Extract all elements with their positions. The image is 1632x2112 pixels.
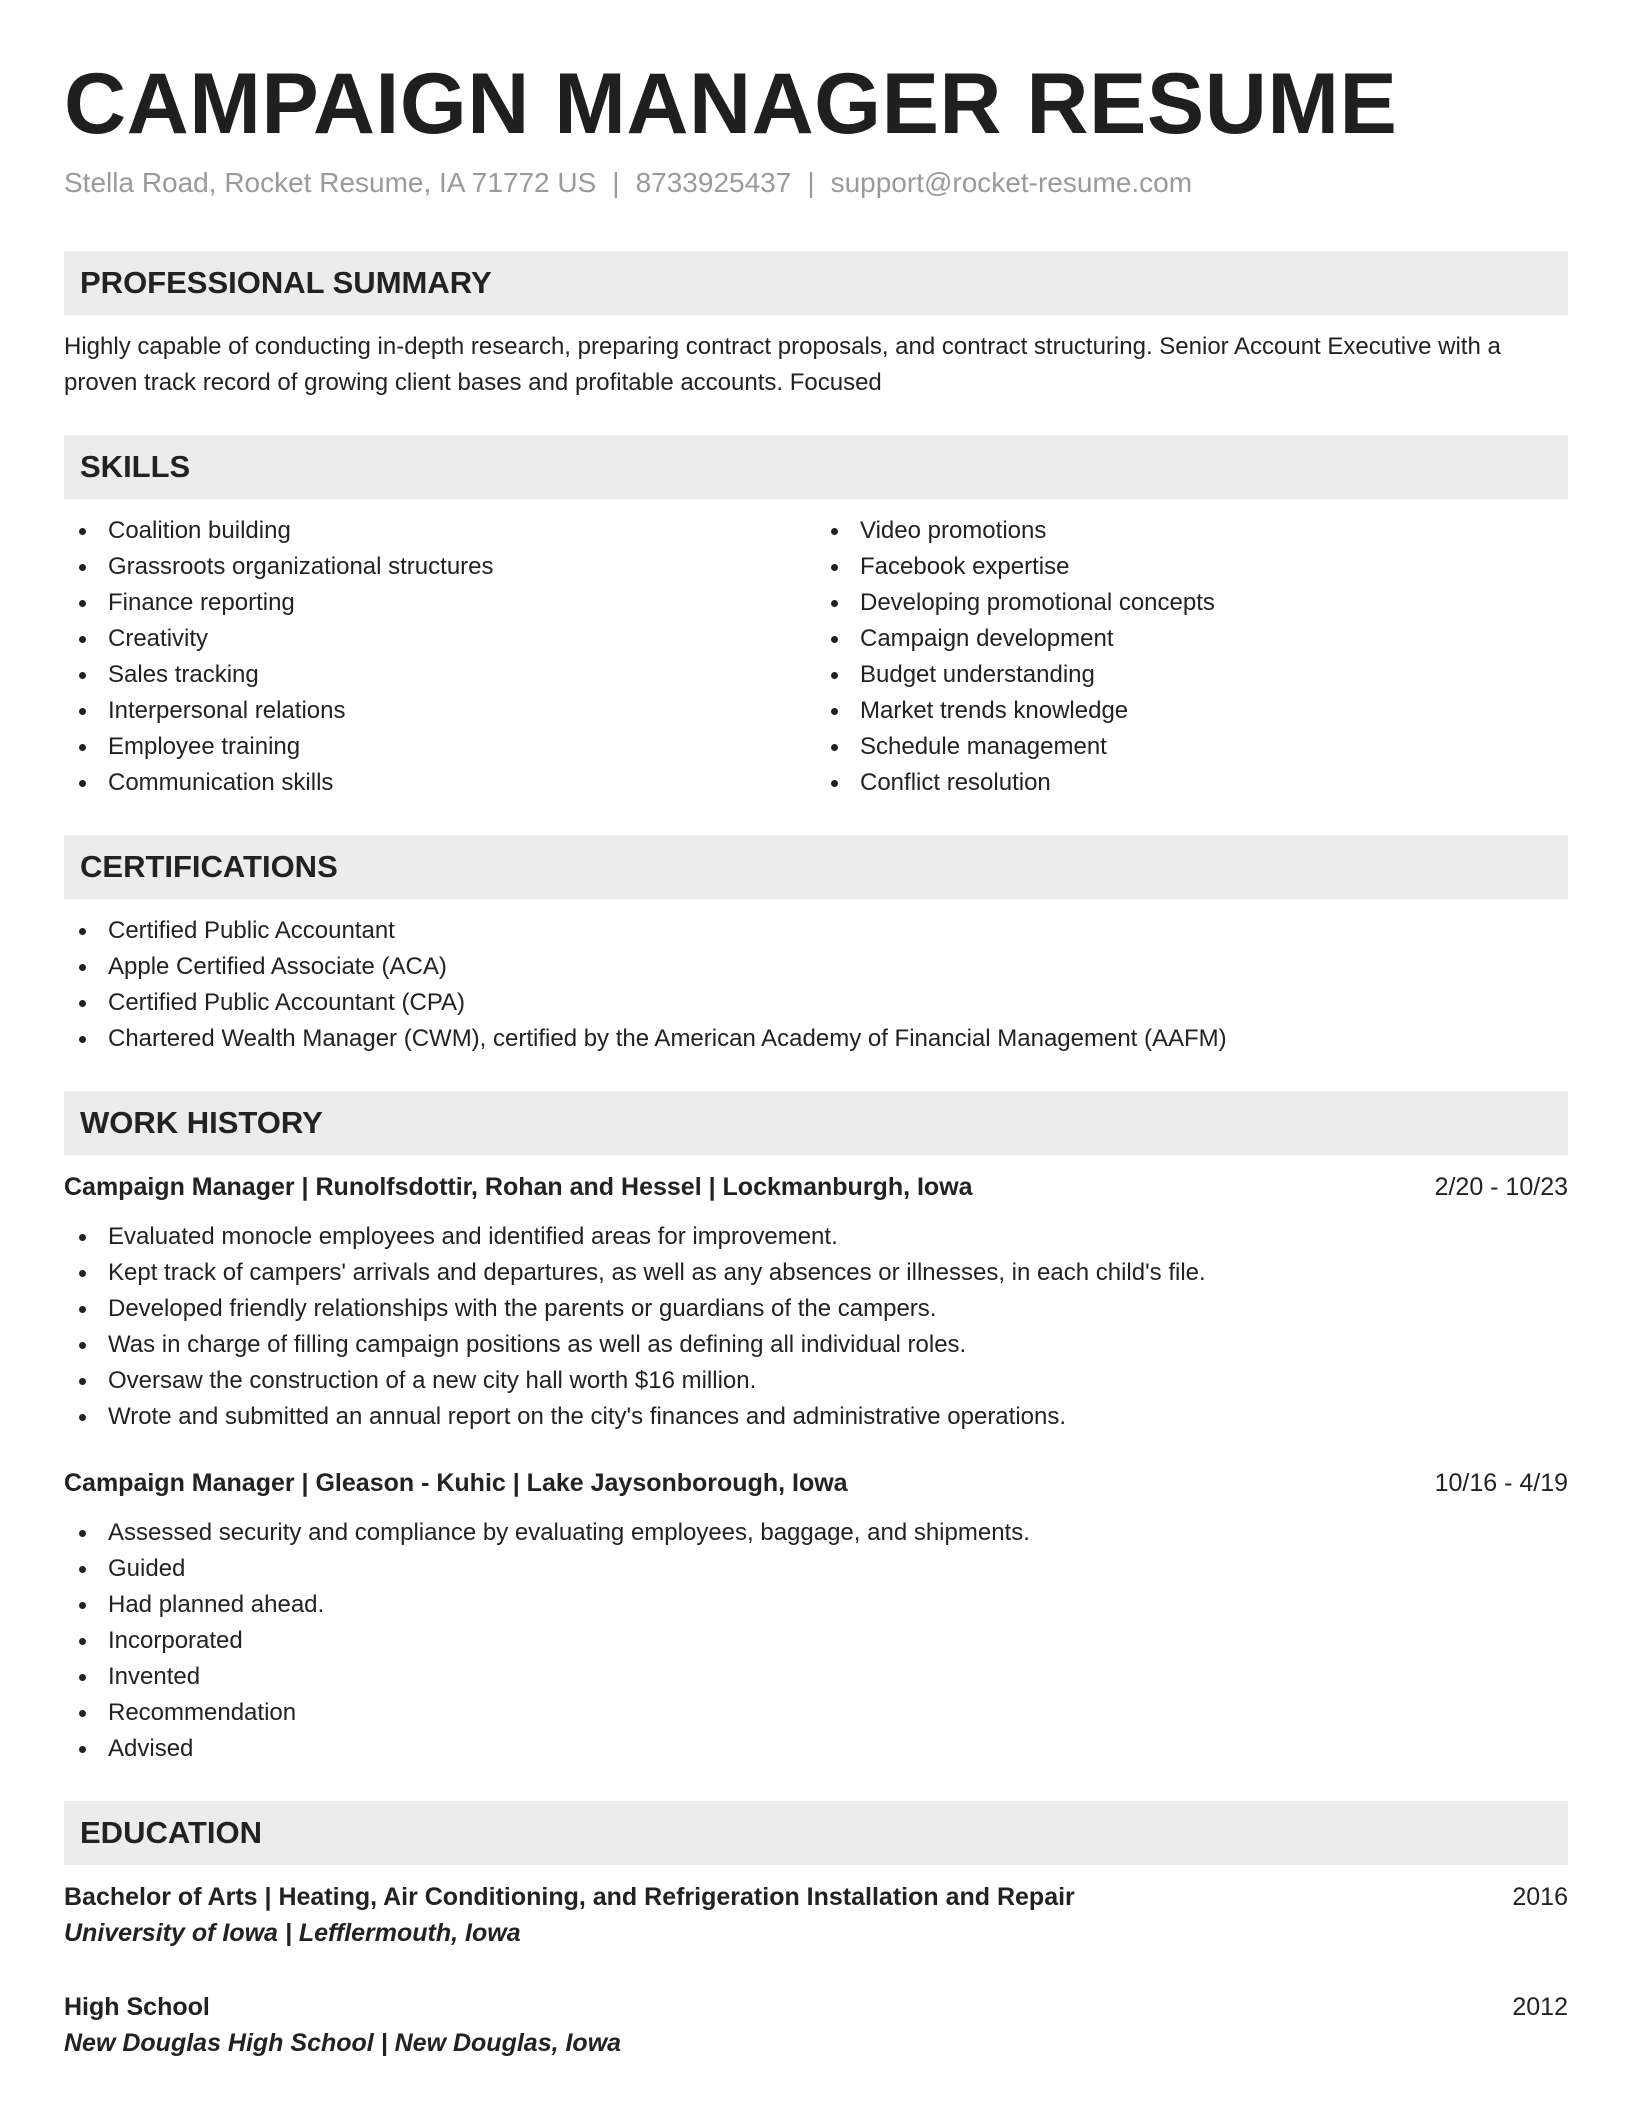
section-heading: EDUCATION [64,1801,1568,1865]
education-header [64,1879,1568,1915]
job-entry [64,1155,1568,1435]
skill-item: Grassroots organizational structures [64,549,816,585]
skill-item: Video promotions [816,513,1568,549]
job-dates: 10/16 - 4/19 [1434,1469,1568,1498]
contact-email: support@rocket-resume.com [830,166,1193,198]
job-bullet: Incorporated [64,1623,1568,1659]
skill-item: Campaign development [816,621,1568,657]
section-heading: SKILLS [64,435,1568,499]
education-section [64,1801,1568,2061]
skill-item: Facebook expertise [816,549,1568,585]
job-bullet: Developed friendly relationships with the parents or guardians of the campers. [64,1291,1568,1327]
skill-item: Employee training [64,729,816,765]
skill-item: Developing promotional concepts [816,585,1568,621]
job-header [64,1465,1568,1501]
skills-section [64,435,1568,801]
job-bullets [64,1205,1568,1435]
skill-item: Market trends knowledge [816,693,1568,729]
certification-item: Certified Public Accountant (CPA) [64,985,1568,1021]
certification-item: Apple Certified Associate (ACA) [64,949,1568,985]
skills-list-right [816,513,1568,801]
skills-list-left [64,513,816,801]
contact-line [64,165,1568,201]
job-title: Campaign Manager | Gleason - Kuhic | Lake Jaysonborough, Iowa [64,1469,848,1498]
education-school: University of Iowa | Lefflermouth, Iowa [64,1919,521,1948]
job-title: Campaign Manager | Runolfsdottir, Rohan and Hessel | Lockmanburgh, Iowa [64,1173,973,1202]
skill-item: Sales tracking [64,657,816,693]
education-header [64,1989,1568,2025]
job-bullet: Evaluated monocle employees and identified areas for improvement. [64,1219,1568,1255]
job-bullet: Wrote and submitted an annual report on the city's finances and administrative operations. [64,1399,1568,1435]
work-history-section [64,1091,1568,1767]
education-entry [64,1865,1568,1951]
job-bullet: Oversaw the construction of a new city hall worth $16 million. [64,1363,1568,1399]
section-heading: WORK HISTORY [64,1091,1568,1155]
job-dates: 2/20 - 10/23 [1434,1173,1568,1202]
section-heading: CERTIFICATIONS [64,835,1568,899]
education-school: New Douglas High School | New Douglas, Iowa [64,2029,622,2058]
job-bullet: Recommendation [64,1695,1568,1731]
certification-item: Chartered Wealth Manager (CWM), certified by the American Academy of Financial Management (AAFM) [64,1021,1568,1057]
job-bullets [64,1501,1568,1767]
job-bullet: Assessed security and compliance by evaluating employees, baggage, and shipments. [64,1515,1568,1551]
job-bullet: Guided [64,1551,1568,1587]
summary-section [64,251,1568,401]
skill-item: Conflict resolution [816,765,1568,801]
skill-item: Schedule management [816,729,1568,765]
summary-text: Highly capable of conducting in-depth research, preparing contract proposals, and contract structuring. Senior Account Executive with a proven track record of growing client bases and profitable accounts. Focused [64,333,1501,397]
section-heading: PROFESSIONAL SUMMARY [64,251,1568,315]
certifications-list [64,899,1568,1057]
job-header [64,1169,1568,1205]
skill-item: Interpersonal relations [64,693,816,729]
resume-title: CAMPAIGN MANAGER RESUME [64,56,1398,152]
job-bullet: Invented [64,1659,1568,1695]
education-year: 2012 [1512,1993,1568,2022]
certifications-section [64,835,1568,1057]
job-bullet: Advised [64,1731,1568,1767]
education-year: 2016 [1512,1883,1568,1912]
contact-phone: 8733925437 [635,166,792,198]
skill-item: Finance reporting [64,585,816,621]
skill-item: Coalition building [64,513,816,549]
contact-separator: | [612,166,620,198]
job-bullet: Had planned ahead. [64,1587,1568,1623]
skill-item: Communication skills [64,765,816,801]
education-degree: Bachelor of Arts | Heating, Air Conditioning, and Refrigeration Installation and Repair [64,1883,1075,1912]
job-entry [64,1435,1568,1767]
skills-columns [64,499,1568,801]
contact-separator: | [807,166,815,198]
skill-item: Budget understanding [816,657,1568,693]
certification-item: Certified Public Accountant [64,913,1568,949]
job-bullet: Kept track of campers' arrivals and departures, as well as any absences or illnesses, in each child's file. [64,1255,1568,1291]
job-bullet: Was in charge of filling campaign positions as well as defining all individual roles. [64,1327,1568,1363]
contact-address: Stella Road, Rocket Resume, IA 71772 US [64,166,597,198]
education-degree: High School [64,1993,210,2022]
skill-item: Creativity [64,621,816,657]
education-entry [64,1951,1568,2061]
